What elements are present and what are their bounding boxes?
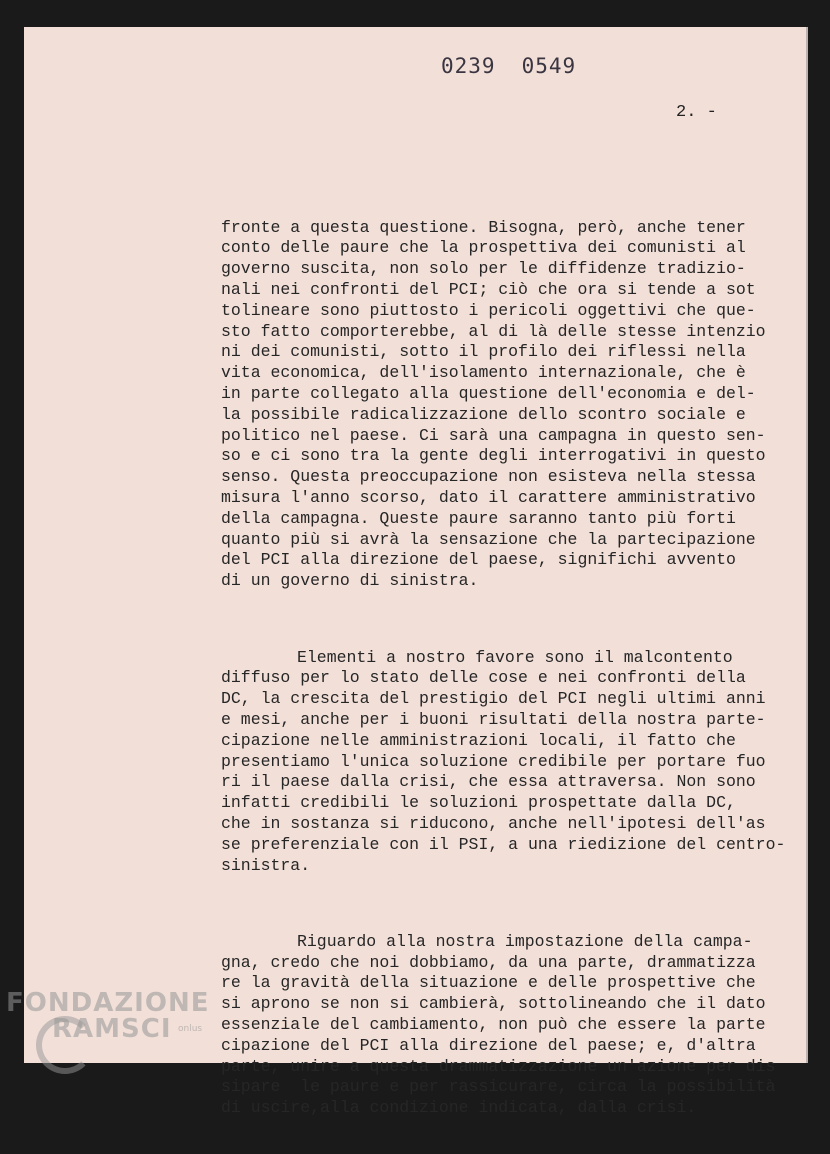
text-line: misura l'anno scorso, dato il carattere amministrativo [221,487,756,507]
text-line: nali nei confronti del PCI; ciò che ora si tende a sot [221,279,756,299]
watermark-logo [6,988,209,1044]
text-line: gna, credo che noi dobbiamo, da una parte, drammatizza [221,952,756,972]
paper-edge [806,27,808,1063]
text-line: cipazione nelle amministrazioni locali, il fatto che [221,730,736,750]
text-line: vita economica, dell'isolamento internazionale, che è [221,363,746,383]
text-line: sinistra. [221,855,311,875]
text-line: parte, unire a questa drammatizzazione un'azione per dis [221,1056,776,1076]
text-line: quanto più si avrà la sensazione che la partecipazione [221,529,756,549]
text-line: di uscire,alla condizione indicata, dalla crisi. [221,1098,697,1118]
text-line: la possibile radicalizzazione dello scontro sociale e [221,404,746,424]
text-line: Riguardo alla nostra impostazione della campa- [297,931,753,951]
watermark-line-1: FONDAZIONE [6,988,210,1018]
text-line: fronte a questa questione. Bisogna, però, anche tener [221,217,746,237]
text-line: cipazione del PCI alla direzione del paese; e, d'altra [221,1035,756,1055]
text-line: di un governo di sinistra. [221,571,479,591]
archive-number-second: 0549 [521,54,577,78]
page-number: 2. - [676,103,717,122]
text-line: tolineare sono piuttosto i pericoli oggettivi che que- [221,300,756,320]
archive-number-first: 0239 [441,54,496,78]
text-line: del PCI alla direzione del paese, significhi avvento [221,550,736,570]
document-body [221,176,801,1154]
text-line: Elementi a nostro favore sono il malcontento [297,647,733,667]
text-line: in parte collegato alla questione dell'economia e del- [221,383,756,403]
text-line: governo suscita, non solo per le diffidenze tradizio- [221,259,746,279]
text-line: ni dei comunisti, sotto il profilo dei riflessi nella [221,342,746,362]
text-line: so e ci sono tra la gente degli interrogativi in questo [221,446,766,466]
text-line: che in sostanza si riducono, anche nell'ipotesi dell'as [221,813,766,833]
text-line: sto fatto comporterebbe, al di là delle stesse intenzio [221,321,766,341]
watermark-line-2: RAMSCI [52,1014,172,1044]
text-line: della campagna. Queste paure saranno tanto più forti [221,508,736,528]
text-line: re la gravità della situazione e delle prospettive che [221,973,756,993]
text-line: se preferenziale con il PSI, a una riedizione del centro- [221,834,786,854]
watermark-sub: onlus [178,1024,203,1034]
text-line: presentiamo l'unica soluzione credibile per portare fuo [221,751,766,771]
archive-number [441,54,602,78]
text-line: sipare le paure e per rassicurare, circa la possibilità [221,1077,776,1097]
text-line: senso. Questa preoccupazione non esisteva nella stessa [221,467,756,487]
text-line: conto delle paure che la prospettiva dei comunisti al [221,238,746,258]
watermark-g-icon [36,1016,94,1074]
text-line: diffuso per lo stato delle cose e nei confronti della [221,668,746,688]
text-line: si aprono se non si cambierà, sottolineando che il dato [221,994,766,1014]
paragraph-1 [221,218,801,592]
text-line: essenziale del cambiamento, non può che essere la parte [221,1015,766,1035]
text-line: politico nel paese. Ci sarà una campagna in questo sen- [221,425,766,445]
paragraph-2 [221,648,801,877]
text-line: e mesi, anche per i buoni risultati della nostra parte- [221,709,766,729]
text-line: infatti credibili le soluzioni prospettate dalla DC, [221,793,736,813]
text-line: DC, la crescita del prestigio del PCI negli ultimi anni [221,689,766,709]
paragraph-3 [221,932,801,1119]
text-line: ri il paese dalla crisi, che essa attraversa. Non sono [221,772,756,792]
